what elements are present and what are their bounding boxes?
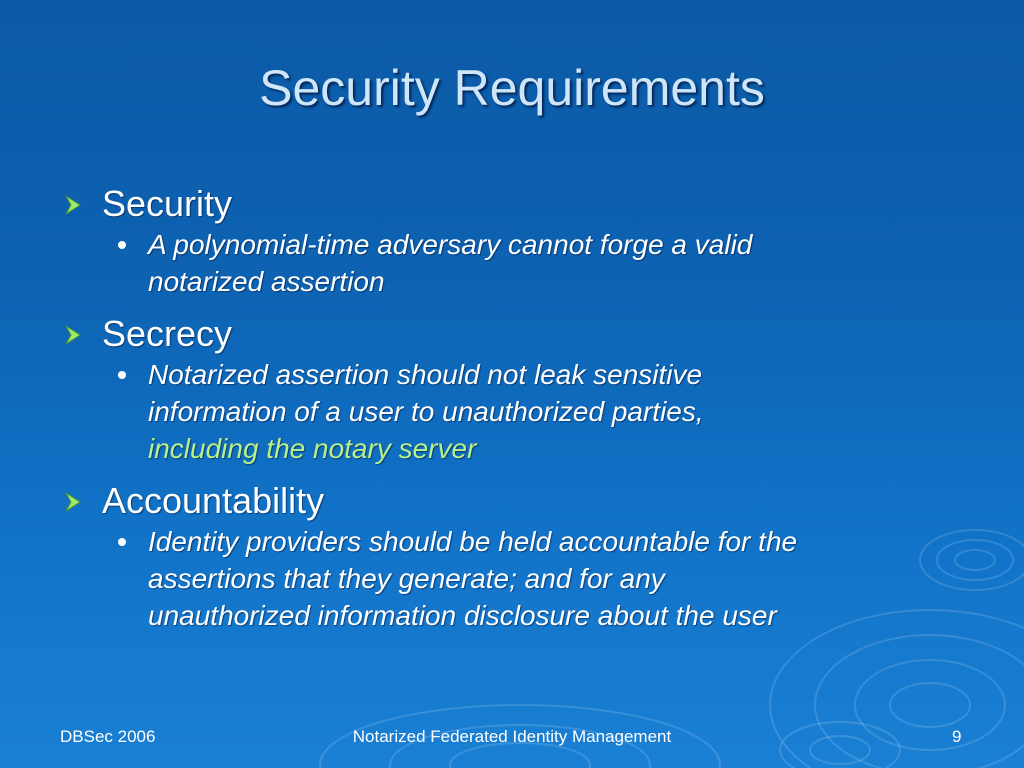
sub-bullet-accountability (148, 523, 960, 634)
arrow-bullet-icon (62, 194, 84, 216)
dot-bullet-icon (118, 241, 126, 249)
bullet-accountability (60, 479, 960, 523)
dot-bullet-icon (118, 538, 126, 546)
dot-bullet-icon (118, 371, 126, 379)
footer-conference: DBSec 2006 (60, 727, 156, 746)
sub-bullet-line: Notarized assertion should not leak sensitive (148, 359, 703, 390)
sub-bullet-line: A polynomial-time adversary cannot forge a valid (148, 229, 753, 260)
sub-bullet-line: information of a user to unauthorized parties, (148, 396, 704, 427)
sub-bullet-security (148, 226, 960, 300)
arrow-bullet-icon (62, 324, 84, 346)
bullet-heading: Secrecy (102, 313, 233, 354)
bullet-heading: Accountability (102, 480, 325, 521)
sub-bullet-secrecy (148, 356, 960, 467)
sub-bullet-line: unauthorized information disclosure about the user (148, 600, 777, 631)
sub-bullet-line: Identity providers should be held accountable for the (148, 526, 798, 557)
slide-title: Security Requirements (259, 60, 765, 116)
arrow-bullet-icon (62, 491, 84, 513)
sub-bullet-line: notarized assertion (148, 266, 385, 297)
footer-page-number: 9 (952, 727, 962, 746)
sub-bullet-highlight-line: including the notary server (148, 433, 477, 464)
bullet-heading: Security (102, 183, 233, 224)
bullet-secrecy (60, 312, 960, 356)
footer-presentation-title: Notarized Federated Identity Management (352, 727, 672, 746)
bullet-security (60, 182, 960, 226)
sub-bullet-line: assertions that they generate; and for any (148, 563, 665, 594)
bullet-list (60, 182, 960, 634)
